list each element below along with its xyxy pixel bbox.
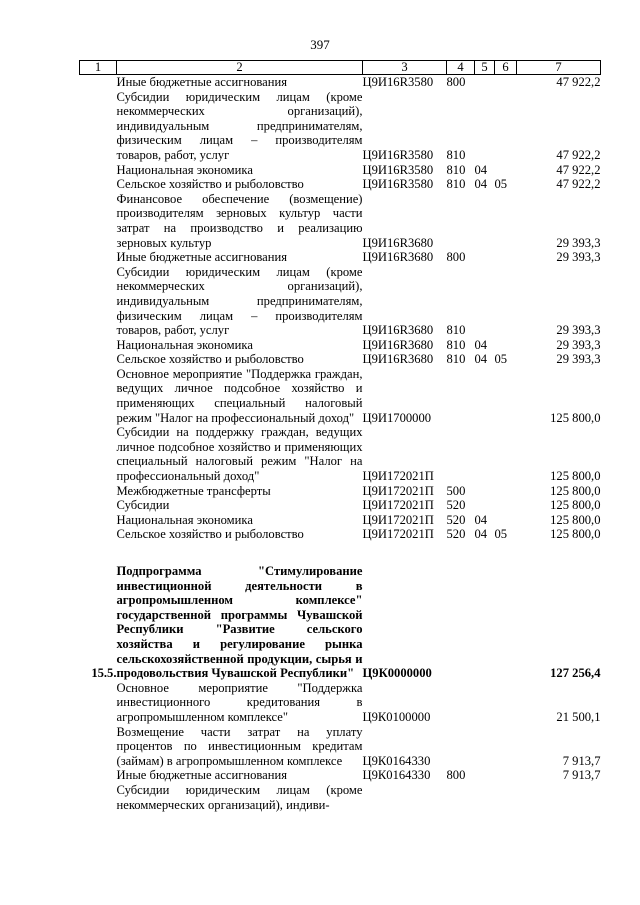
- row-name: Субсидии юридическим лицам (кроме некоммерческих организаций), индиви-: [116, 782, 363, 812]
- row-section: [475, 250, 495, 265]
- row-target-code: Ц9И16R3580: [362, 147, 434, 162]
- row-expense-type: [447, 681, 475, 725]
- row-subsection: [495, 484, 517, 499]
- row-number: [80, 265, 117, 338]
- row-name: Иные бюджетные ассигнования: [116, 768, 288, 783]
- row-expense-type: 810: [446, 177, 466, 192]
- row-name: Финансовое обеспечение (возмещение) производителям зерновых культур части затрат на производство и реализацию зерновых культур: [116, 191, 363, 250]
- row-number: [80, 367, 117, 425]
- table-row: [80, 425, 601, 483]
- table-row: [80, 783, 601, 812]
- row-name: Субсидии юридическим лицам (кроме некоммерческих организаций), индивидуальным предпринимателям, физическим лицам – производителям товаров, работ, услуг: [116, 264, 363, 338]
- table-row: [80, 192, 601, 250]
- row-expense-type: 800: [446, 250, 466, 265]
- row-section: [475, 425, 495, 483]
- header-col-2: 2: [117, 61, 363, 75]
- row-target-code: [363, 783, 447, 812]
- row-amount: 47 922,2: [556, 162, 601, 177]
- row-name: Субсидии: [116, 498, 170, 513]
- row-name: Национальная экономика: [116, 337, 253, 352]
- row-amount: 127 256,4: [550, 666, 601, 681]
- row-amount: 125 800,0: [550, 469, 601, 484]
- table-row: [80, 681, 601, 725]
- row-expense-type: 810: [446, 147, 466, 162]
- row-number: [80, 75, 117, 90]
- row-target-code: Ц9И16R3580: [362, 162, 434, 177]
- row-section: [475, 90, 495, 163]
- header-col-1: 1: [80, 61, 117, 75]
- row-expense-type: [447, 425, 475, 483]
- table-row: [80, 338, 601, 353]
- row-number: [80, 681, 117, 725]
- row-number: [80, 192, 117, 250]
- row-number: [80, 513, 117, 528]
- row-name: Сельское хозяйство и рыболовство: [116, 527, 304, 542]
- header-col-3: 3: [363, 61, 447, 75]
- row-number: [80, 498, 117, 513]
- row-amount: 125 800,0: [550, 483, 601, 498]
- row-subsection: [495, 367, 517, 425]
- table-row: [80, 250, 601, 265]
- row-subsection: [495, 768, 517, 783]
- row-amount: [517, 783, 601, 812]
- row-target-code: Ц9И172021П: [362, 498, 434, 513]
- row-subsection: 05: [494, 177, 508, 192]
- row-amount: 125 800,0: [550, 498, 601, 513]
- row-expense-type: 810: [446, 352, 466, 367]
- row-number: 15.5.: [91, 666, 117, 681]
- row-name: Субсидии на поддержку граждан, ведущих личное подсобное хозяйство и применяющих специальный налоговый режим "Налог на профессиональный доход": [116, 425, 363, 484]
- row-subsection: 05: [494, 352, 508, 367]
- row-target-code: Ц9И172021П: [362, 469, 434, 484]
- row-section: [475, 192, 495, 250]
- row-target-code: Ц9И16R3580: [362, 177, 434, 192]
- table-row: [80, 564, 601, 681]
- row-number: [80, 338, 117, 353]
- row-expense-type: 520: [446, 498, 466, 513]
- row-amount: 47 922,2: [556, 75, 601, 89]
- row-section: [475, 484, 495, 499]
- row-section: 04: [474, 177, 488, 192]
- row-number: [80, 250, 117, 265]
- row-name: Иные бюджетные ассигнования: [116, 250, 288, 265]
- row-amount: 29 393,3: [556, 337, 601, 352]
- row-number: [80, 90, 117, 163]
- table-row: [80, 75, 601, 90]
- header-col-6: 6: [495, 61, 517, 75]
- row-subsection: [495, 265, 517, 338]
- budget-table: [79, 60, 601, 812]
- table-row: [80, 513, 601, 528]
- row-section: [475, 768, 495, 783]
- row-target-code: Ц9И1700000: [362, 410, 432, 425]
- spacer-row: [80, 542, 601, 564]
- row-target-code: Ц9И16R3680: [362, 323, 434, 338]
- row-section: [475, 725, 495, 769]
- row-expense-type: 800: [446, 75, 466, 89]
- row-number: [80, 725, 117, 769]
- row-amount: 125 800,0: [550, 512, 601, 527]
- row-number: [80, 527, 117, 542]
- table-row: [80, 498, 601, 513]
- row-target-code: Ц9И16R3580: [362, 75, 434, 89]
- table-row: [80, 768, 601, 783]
- row-amount: 7 913,7: [562, 768, 601, 783]
- row-name: Сельское хозяйство и рыболовство: [116, 352, 304, 367]
- header-col-7: 7: [517, 61, 601, 75]
- row-amount: 7 913,7: [562, 753, 601, 768]
- row-section: 04: [474, 337, 488, 352]
- row-expense-type: [447, 725, 475, 769]
- row-subsection: 05: [494, 527, 508, 542]
- row-target-code: Ц9К0164330: [362, 753, 431, 768]
- row-number: [80, 425, 117, 483]
- row-amount: 29 393,3: [556, 250, 601, 265]
- row-target-code: Ц9И172021П: [362, 483, 434, 498]
- row-subsection: [495, 783, 517, 812]
- row-amount: 29 393,3: [556, 235, 601, 250]
- row-name: Основное мероприятие "Поддержка инвестиционного кредитования в агропромышленном комплексе": [116, 680, 363, 724]
- table-header: [80, 61, 601, 75]
- row-subsection: [495, 75, 517, 90]
- row-number: [80, 177, 117, 192]
- row-target-code: Ц9К0000000: [362, 666, 432, 681]
- row-target-code: Ц9И16R3680: [362, 337, 434, 352]
- row-amount: 125 800,0: [550, 527, 601, 542]
- row-expense-type: 500: [446, 483, 466, 498]
- table-row: [80, 484, 601, 499]
- row-section: 04: [474, 512, 488, 527]
- row-subsection: [495, 425, 517, 483]
- row-name: Иные бюджетные ассигнования: [116, 75, 288, 89]
- row-number: [80, 783, 117, 812]
- row-expense-type: 520: [446, 527, 466, 542]
- row-subsection: [495, 513, 517, 528]
- table-row: [80, 90, 601, 163]
- row-section: 04: [474, 527, 488, 542]
- row-section: [475, 564, 495, 681]
- row-subsection: [495, 90, 517, 163]
- table-body: [80, 75, 601, 813]
- row-expense-type: [447, 367, 475, 425]
- row-subsection: [495, 725, 517, 769]
- table-row: [80, 352, 601, 367]
- row-target-code: Ц9И16R3680: [362, 352, 434, 367]
- row-expense-type: 800: [446, 768, 466, 783]
- spacer-cell: [80, 542, 601, 564]
- row-target-code: Ц9К0164330: [362, 768, 431, 783]
- row-section: [475, 367, 495, 425]
- row-subsection: [495, 498, 517, 513]
- page-number: 397: [310, 37, 330, 52]
- row-target-code: Ц9К0100000: [362, 709, 431, 724]
- row-name: Основное мероприятие "Поддержка граждан, ведущих личное подсобное хозяйство и применяющих специальный налоговый режим "Налог на профессиональный доход": [116, 366, 363, 425]
- row-name: Сельское хозяйство и рыболовство: [116, 177, 304, 192]
- row-subsection: [495, 564, 517, 681]
- table-row: [80, 367, 601, 425]
- row-number: [80, 768, 117, 783]
- row-subsection: [495, 192, 517, 250]
- row-section: [475, 265, 495, 338]
- header-col-5: 5: [475, 61, 495, 75]
- row-name: Национальная экономика: [116, 512, 253, 527]
- row-name: Национальная экономика: [116, 162, 253, 177]
- row-section: [475, 783, 495, 812]
- row-target-code: Ц9И172021П: [362, 512, 434, 527]
- row-subsection: [495, 338, 517, 353]
- row-amount: 47 922,2: [556, 177, 601, 192]
- row-number: [80, 163, 117, 178]
- table-row: [80, 527, 601, 542]
- row-name: Возмещение части затрат на уплату процентов по инвестиционным кредитам (займам) в агропромышленном комплексе: [116, 724, 363, 768]
- table-row: [80, 163, 601, 178]
- row-target-code: Ц9И16R3680: [362, 235, 434, 250]
- row-section: 04: [474, 352, 488, 367]
- row-expense-type: [447, 783, 475, 812]
- row-section: [475, 681, 495, 725]
- row-amount: 21 500,1: [556, 709, 601, 724]
- row-name: Субсидии юридическим лицам (кроме некоммерческих организаций), индивидуальным предпринимателям, физическим лицам – производителям товаров, работ, услуг: [116, 89, 363, 162]
- row-amount: 29 393,3: [556, 352, 601, 367]
- row-target-code: Ц9И16R3680: [362, 250, 434, 265]
- row-expense-type: 810: [446, 323, 466, 338]
- table-row: [80, 725, 601, 769]
- row-expense-type: 810: [446, 337, 466, 352]
- row-expense-type: 520: [446, 512, 466, 527]
- row-section: [475, 75, 495, 90]
- row-expense-type: [447, 564, 475, 681]
- header-row: [80, 61, 601, 75]
- row-amount: 47 922,2: [556, 147, 601, 162]
- row-subsection: [495, 163, 517, 178]
- row-name: Межбюджетные трансферты: [116, 483, 271, 498]
- table-row: [80, 265, 601, 338]
- row-expense-type: 810: [446, 162, 466, 177]
- row-amount: 125 800,0: [550, 410, 601, 425]
- row-number: [80, 352, 117, 367]
- row-number: [80, 484, 117, 499]
- row-expense-type: [447, 192, 475, 250]
- row-target-code: Ц9И172021П: [362, 527, 434, 542]
- row-name: Подпрограмма "Стимулирование инвестиционной деятельности в агропромышленном комплексе" государственной программы Чувашской Республики "Развитие сельского хозяйства и регулирование рынка сельскохозяйственной продукции, сырья и продовольствия Чувашской Республики": [116, 564, 363, 681]
- row-section: [475, 498, 495, 513]
- row-section: 04: [474, 162, 488, 177]
- row-amount: 29 393,3: [556, 323, 601, 338]
- row-subsection: [495, 250, 517, 265]
- table-row: [80, 177, 601, 192]
- row-subsection: [495, 681, 517, 725]
- header-col-4: 4: [447, 61, 475, 75]
